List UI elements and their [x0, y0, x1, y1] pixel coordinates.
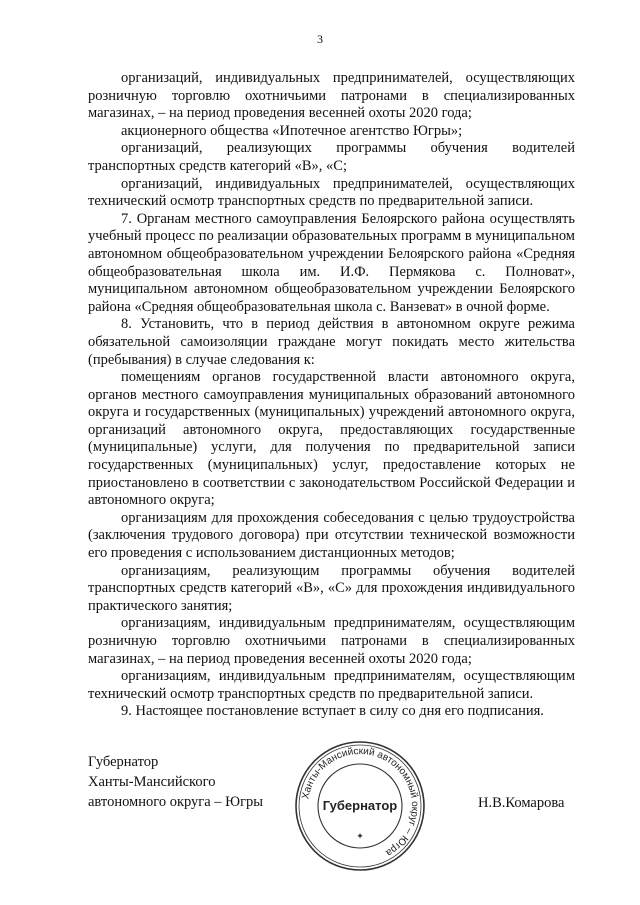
signature-title-line: Ханты-Мансийского [88, 774, 216, 790]
page-number: 3 [317, 32, 323, 46]
seal-center-text: Губернатор [322, 798, 398, 813]
paragraph: организациям для прохождения собеседования с целью трудоустройства (заключения трудового договора) при отсутствии технической возможности его проведения с использованием дистанционных методов; [88, 509, 575, 562]
paragraph: организаций, индивидуальных предпринимателей, осуществляющих технический осмотр транспортных средств по предварительной записи. [88, 175, 575, 210]
paragraph: организаций, реализующих программы обучения водителей транспортных средств категорий «В», «С; [88, 140, 575, 174]
paragraph: организаций, индивидуальных предпринимателей, осуществляющих розничную торговлю охотничьими патронами в специализированных магазинах, – на период проведения весенней охоты 2020 года; [88, 70, 575, 122]
document-body [88, 70, 575, 721]
signature-title-line: автономного округа – Югры [88, 794, 264, 810]
signature-block [88, 752, 263, 812]
paragraph: помещениям органов государственной власти автономного округа, органов местного самоуправления муниципальных образований автономного округа и государственных (муниципальных) учреждений автономного округа, организаций автономного округа, предоставляющих государственные (муниципальные) услуги, для получения по предварительной записи государственных (муниципальных) услуг, предоставление которых не приостановлено в соответствии с законодательством Российской Федерации и автономного округа; [88, 369, 575, 509]
paragraph: организациям, реализующим программы обучения водителей транспортных средств категорий «В», «С» для прохождения индивидуального практического занятия; [88, 562, 575, 614]
paragraph-item-8: 8. Установить, что в период действия в автономном округе режима обязательной самоизоляции граждане могут покидать место жительства (пребывания) в случае следования к: [88, 316, 575, 368]
signature-title-line: Губернатор [88, 754, 159, 770]
seal-ring-text: Ханты-Мансийский автономный округ – Югра [300, 745, 421, 859]
paragraph-item-7: 7. Органам местного самоуправления Белоярского района осуществлять учебный процесс по реализации образовательных программ в муниципальном автономном общеобразовательном учреждении Белоярского района «Средняя общеобразовательная школа им. И.Ф. Пермякова с. Полноват», муниципальном автономном общеобразовательном учреждении Белоярского района «Средняя общеобразовательная школа с. Ванзеват» в очной форме. [88, 210, 575, 315]
official-seal [292, 738, 428, 874]
paragraph: акционерного общества «Ипотечное агентство Югры»; [121, 122, 463, 139]
seal-graphic [292, 738, 428, 874]
seal-star-icon: ✦ [356, 831, 364, 841]
paragraph-item-9: 9. Настоящее постановление вступает в силу со дня его подписания. [121, 703, 544, 720]
paragraph: организациям, индивидуальным предпринимателям, осуществляющим технический осмотр транспортных средств по предварительной записи. [88, 668, 575, 702]
paragraph: организациям, индивидуальным предпринимателям, осуществляющим розничную торговлю охотничьими патронами в специализированных магазинах, – на период проведения весенней охоты 2020 года; [88, 615, 575, 667]
signer-name: Н.В.Комарова [478, 795, 565, 811]
